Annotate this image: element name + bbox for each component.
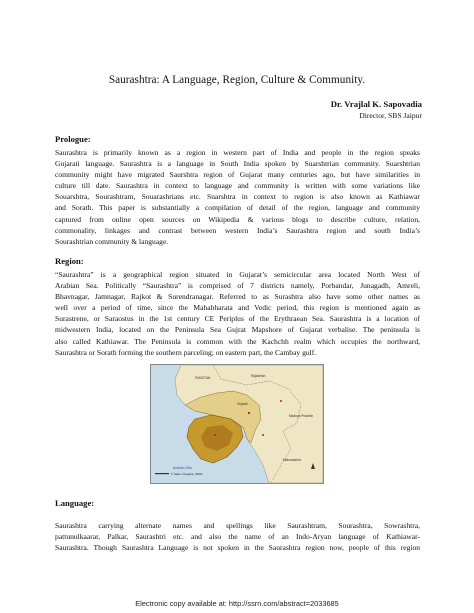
paper-title: Saurashtra: A Language, Region, Culture & Community. (108, 74, 366, 86)
label-arabian-sea: Arabian Sea (173, 466, 192, 470)
scale-bar (155, 473, 169, 474)
region-line: well over a period of time, since the Mahabharata and Vedic period, this region is mentioned again as (55, 303, 420, 313)
prologue-line: commonality, linkages and contrast between western India’s Saurashtra region and south India’s (55, 225, 420, 235)
region-line: Saurashtra or Sorath forming the southern parceling; on eastern part, the Cambay gulf. (55, 347, 317, 357)
region-line: Surastrene, or Saraostus in the 1st century CE Periplus of the Erythraean Sea. Saurashtra is a location of (55, 314, 420, 324)
region-line: Bhavnagar, Jamnagar, Rajkot & Surendranagar. Referred to as Surashtra also have some other names as (55, 292, 420, 302)
language-heading: Language: (55, 498, 95, 508)
saurashtra-map (150, 364, 324, 484)
city-dot (262, 434, 264, 436)
author-name: Dr. Vrajlal K. Sapovadia (330, 99, 422, 109)
prologue-line: captured from online open sources on Wikipedia & various blogs to describe culture, relation, (55, 214, 420, 224)
map-graphic (151, 365, 323, 483)
prologue-line: Saurashtra is primarily known as a region in western part of India and people in the region speaks (55, 148, 420, 157)
language-line: Saurashtra carrying alternate names and spellings like Saurashtram, Sourashtra, Sowrashtra, (55, 521, 420, 530)
city-dot (214, 434, 216, 436)
region-paragraph (55, 269, 420, 358)
label-pakistan: PAKISTAN (195, 376, 211, 380)
label-maharashtra: Maharashtra (283, 458, 301, 462)
prologue-heading: Prologue: (55, 134, 91, 144)
prologue-line: and Sorath. This paper is substantially a compilation of detail of the region, language and community (55, 203, 420, 213)
region-line: Arabian Sea. Politically “Saurashtra” is comprised of 7 districts namely, Porbandar, Junagadh, Amreli, (55, 281, 420, 291)
author-affiliation: Director, SBS Jaipur (359, 111, 422, 120)
map-credit: © State of Gujarat, INDIA (171, 472, 203, 476)
prologue-line: Souarshtra, Sourashtram, Souarashrians etc. Suarshtra in context to region is also known as Kathiawar (55, 192, 420, 202)
language-paragraph (55, 520, 420, 553)
language-line: Saurashtra. Though Saurashtra Language is not spoken in the Saurashtra region now, people of this region (55, 543, 420, 553)
language-line: pattunulkaarar, Palkar, Saurashtri etc. and also the name of an Indo-Aryan language of Kathiawar- (55, 532, 420, 542)
page-footer[interactable]: Electronic copy available at: http://ssrn.com/abstract=2033685 (135, 599, 339, 608)
prologue-line: community might have migrated Saurshtra region of Gujarat many centuries ago, but have similarities in (55, 170, 420, 180)
prologue-line: Sourashtrian community & language. (55, 236, 169, 246)
region-line: also called Kathiawar. The Peninsula is common with the Kachchh realm which occupies the northward, (55, 336, 420, 346)
label-madhya-pradesh: Madhya Pradesh (289, 414, 314, 418)
region-line: midwestern India, located on the Peninsula Sea Gujrat Mapshore of Gujarat verbalise. The peninsula is (55, 325, 420, 335)
city-dot (280, 400, 282, 402)
label-gujarat: Gujarat (237, 402, 248, 406)
city-dot (248, 412, 250, 414)
region-line: “Saurashtra” is a geographical region situated in Gujarat’s semicircular area located North West of (55, 270, 420, 279)
prologue-line: Gujarati language. Saurashtra is a language in South India spoken by Suarshtrian community. Suarshtrian (55, 159, 420, 169)
prologue-line: culture till date. Saurashtra in context to language and community is written with some variations like (55, 181, 420, 191)
region-heading: Region: (55, 256, 84, 266)
label-rajasthan: Rajasthan (251, 374, 266, 378)
prologue-paragraph (55, 147, 420, 247)
